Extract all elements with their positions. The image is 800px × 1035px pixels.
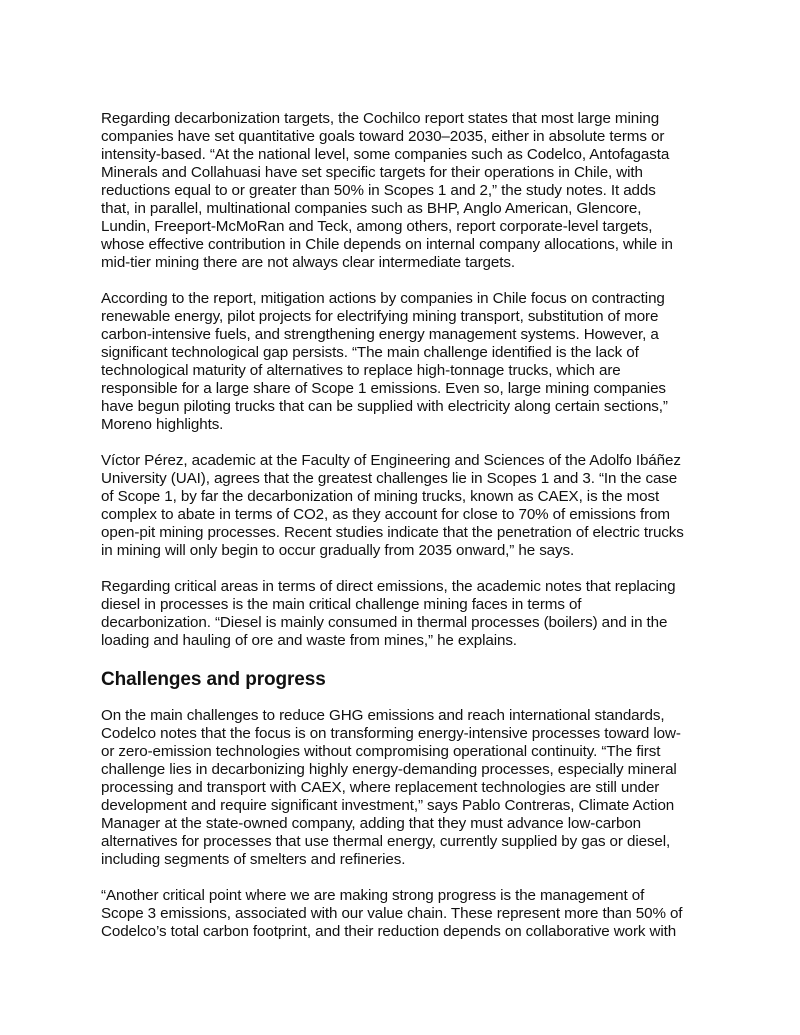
text-line: Lundin, Freeport-McMoRan and Teck, among others, report corporate-level targets, xyxy=(101,218,653,235)
text-line: renewable energy, pilot projects for electrifying mining transport, substitution of more xyxy=(101,308,659,325)
text-line: processing and transport with CAEX, where replacement technologies are still under xyxy=(101,779,660,796)
text-line: intensity-based. “At the national level, some companies such as Codelco, Antofagasta xyxy=(101,146,670,163)
text-line: On the main challenges to reduce GHG emissions and reach international standards, xyxy=(101,707,665,724)
text-line: Manager at the state-owned company, adding that they must advance low-carbon xyxy=(101,815,642,832)
text-line: Codelco’s total carbon footprint, and their reduction depends on collaborative work with xyxy=(101,923,677,940)
text-line: According to the report, mitigation actions by companies in Chile focus on contracting xyxy=(101,290,665,307)
text-line: complex to abate in terms of CO2, as they account for close to 70% of emissions from xyxy=(101,506,670,523)
paragraph-decarbonization-targets xyxy=(101,110,711,272)
text-line: University (UAI), agrees that the greatest challenges lie in Scopes 1 and 3. “In the case xyxy=(101,470,678,487)
text-line: alternatives for processes that use thermal energy, currently supplied by gas or diesel, xyxy=(101,833,671,850)
text-line: challenge lies in decarbonizing highly energy-demanding processes, especially mineral xyxy=(101,761,677,778)
paragraph-scope3-progress xyxy=(101,887,711,941)
text-line: of Scope 1, by far the decarbonization of mining trucks, known as CAEX, is the most xyxy=(101,488,660,505)
text-line: significant technological gap persists. “The main challenge identified is the lack of xyxy=(101,344,639,361)
section-heading-challenges-and-progress: Challenges and progress xyxy=(101,669,326,690)
text-line: Víctor Pérez, academic at the Faculty of Engineering and Sciences of the Adolfo Ibáñez xyxy=(101,452,681,469)
text-line: decarbonization. “Diesel is mainly consumed in thermal processes (boilers) and in the xyxy=(101,614,668,631)
paragraph-critical-areas xyxy=(101,578,711,650)
text-line: Moreno highlights. xyxy=(101,416,224,433)
text-line: have begun piloting trucks that can be supplied with electricity along certain sections,” xyxy=(101,398,668,415)
text-line: diesel in processes is the main critical challenge mining faces in terms of xyxy=(101,596,582,613)
text-line: in mining will only begin to occur gradually from 2035 onward,” he says. xyxy=(101,542,575,559)
text-line: carbon-intensive fuels, and strengthening energy management systems. However, a xyxy=(101,326,659,343)
text-line: “Another critical point where we are making strong progress is the management of xyxy=(101,887,645,904)
paragraph-mitigation-actions xyxy=(101,290,711,434)
text-line: Regarding decarbonization targets, the Cochilco report states that most large mining xyxy=(101,110,660,127)
text-line: Minerals and Collahuasi have set specific targets for their operations in Chile, with xyxy=(101,164,643,181)
text-line: or zero-emission technologies without compromising operational continuity. “The first xyxy=(101,743,661,760)
text-line: mid-tier mining there are not always clear intermediate targets. xyxy=(101,254,515,271)
text-line: reductions equal to or greater than 50% in Scopes 1 and 2,” the study notes. It adds xyxy=(101,182,656,199)
text-line: whose effective contribution in Chile depends on internal company allocations, while in xyxy=(101,236,673,253)
text-line: loading and hauling of ore and waste from mines,” he explains. xyxy=(101,632,517,649)
text-line: responsible for a large share of Scope 1 emissions. Even so, large mining companies xyxy=(101,380,666,397)
text-line: including segments of smelters and refineries. xyxy=(101,851,406,868)
text-line: Scope 3 emissions, associated with our value chain. These represent more than 50% of xyxy=(101,905,683,922)
text-line: that, in parallel, multinational companies such as BHP, Anglo American, Glencore, xyxy=(101,200,642,217)
paragraph-codelco-challenges xyxy=(101,707,711,869)
document-body xyxy=(101,110,711,959)
text-line: technological maturity of alternatives to replace high-tonnage trucks, which are xyxy=(101,362,621,379)
paragraph-victor-perez xyxy=(101,452,711,560)
text-line: companies have set quantitative goals toward 2030–2035, either in absolute terms or xyxy=(101,128,665,145)
text-line: Regarding critical areas in terms of direct emissions, the academic notes that replacing xyxy=(101,578,676,595)
text-line: Codelco notes that the focus is on transforming energy-intensive processes toward low- xyxy=(101,725,681,742)
text-line: development and require significant investment,” says Pablo Contreras, Climate Action xyxy=(101,797,675,814)
text-line: open-pit mining processes. Recent studies indicate that the penetration of electric trucks xyxy=(101,524,684,541)
